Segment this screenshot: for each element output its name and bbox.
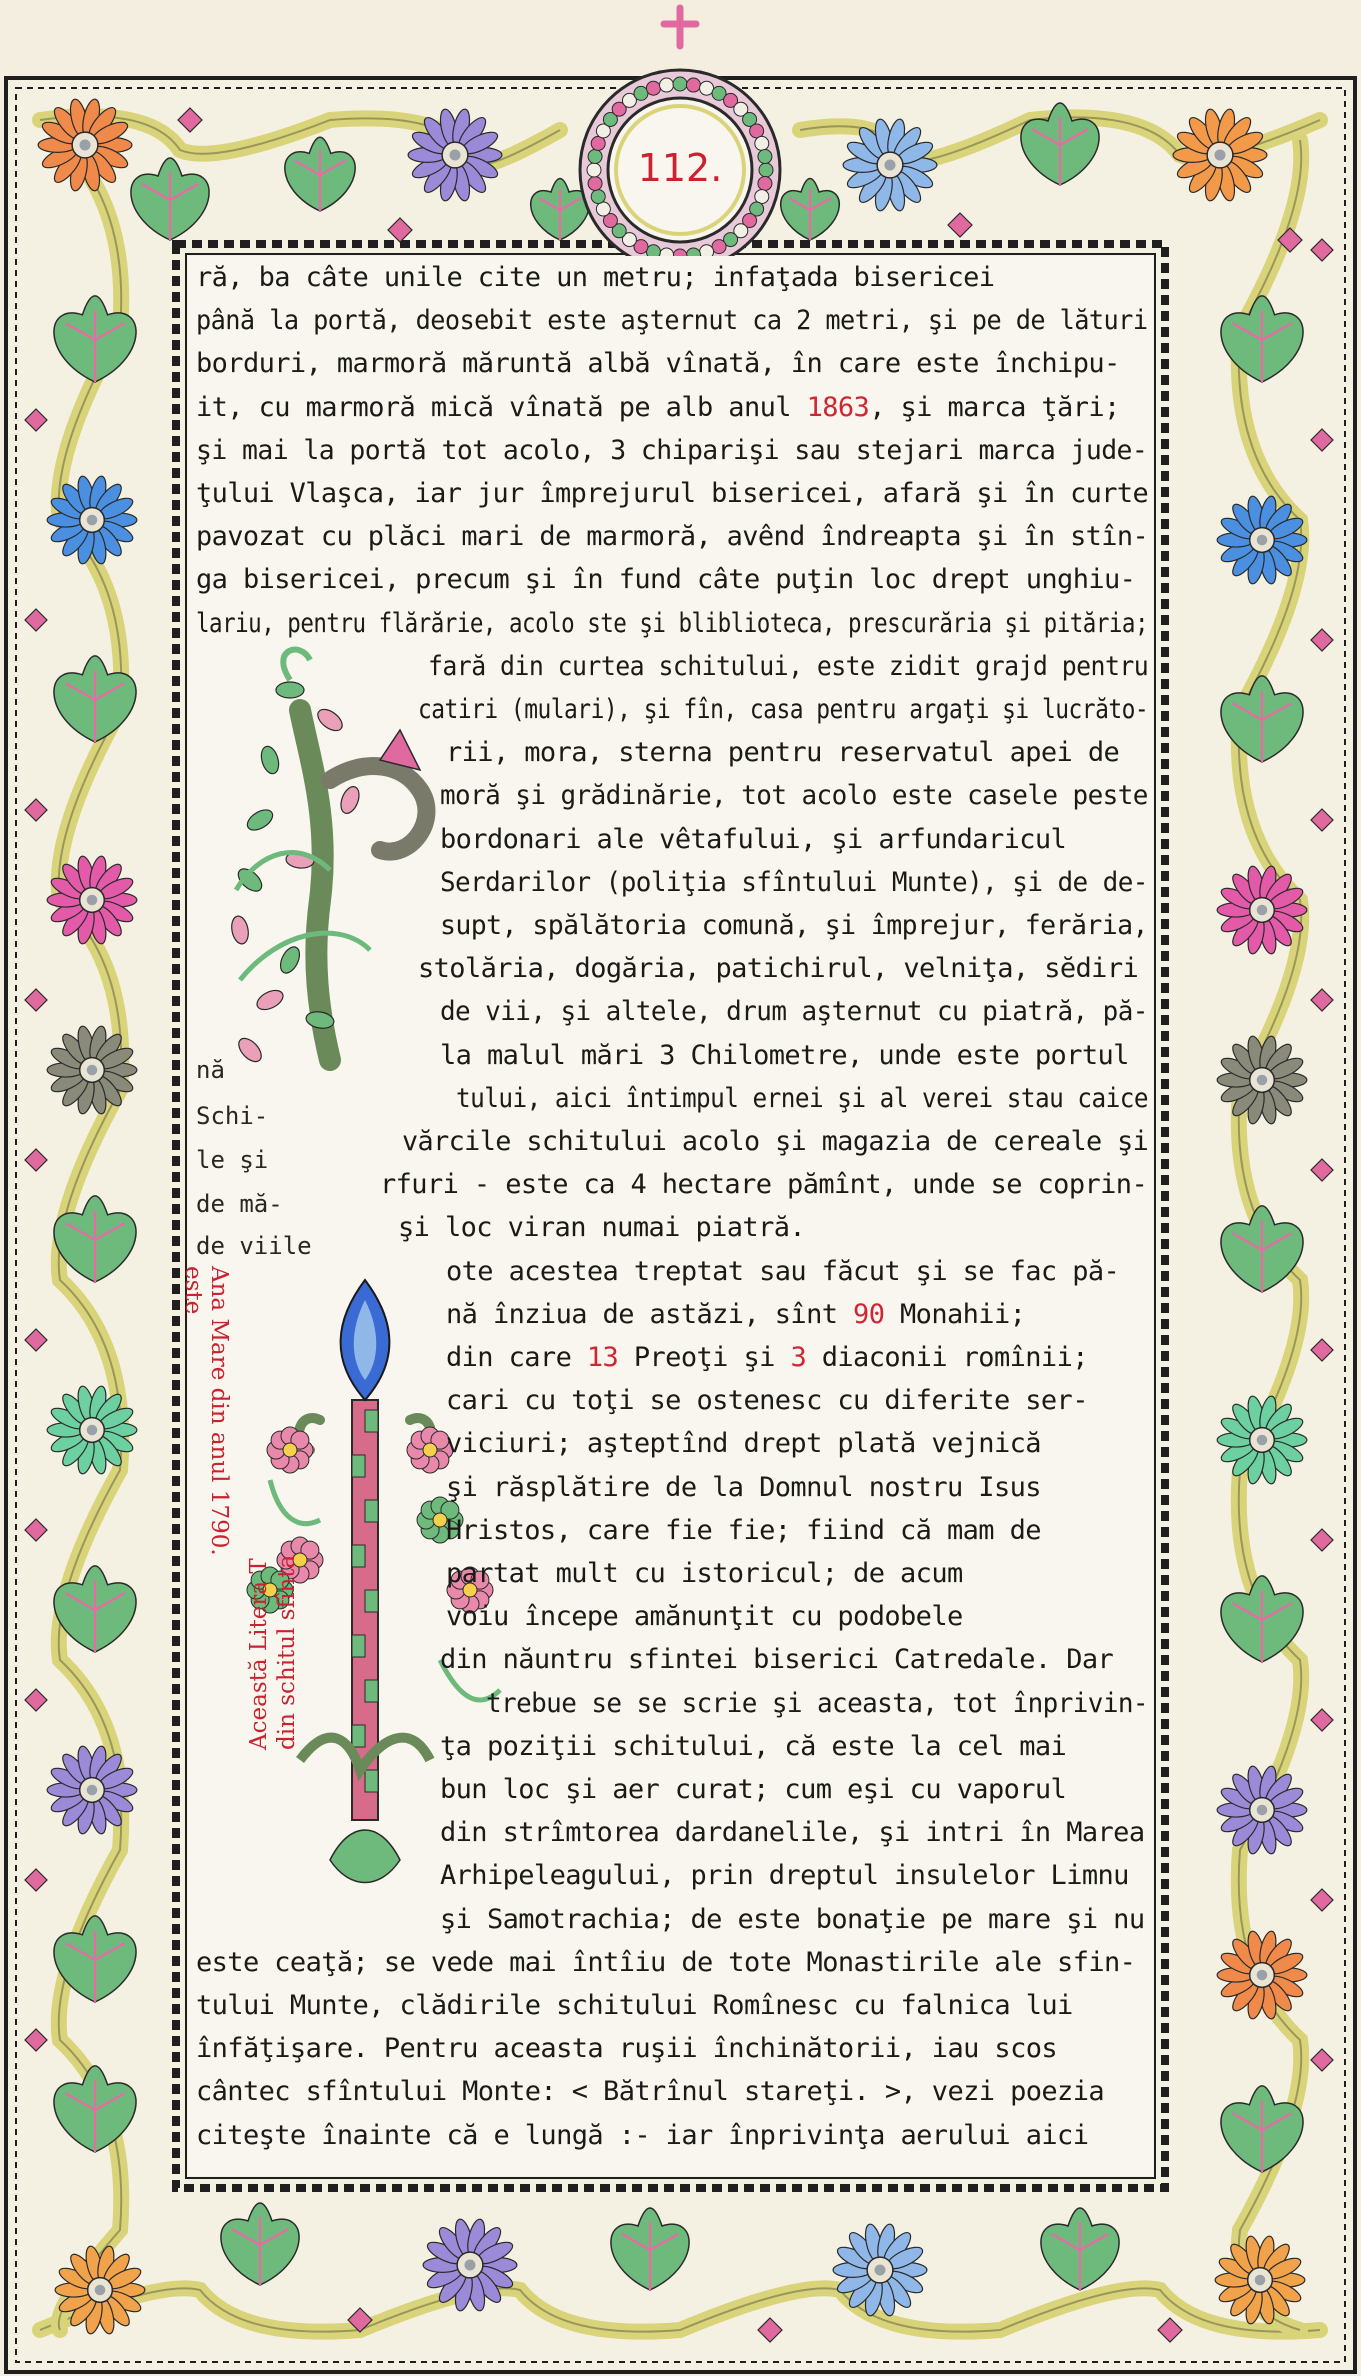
text-line — [440, 1774, 1066, 1805]
red-note-schitul: din schitul sfînta — [274, 1554, 300, 1750]
red-number: 3 — [790, 1342, 807, 1373]
text-line — [196, 1990, 1073, 2021]
text-run: Preoţi şi — [618, 1342, 791, 1373]
stem-block — [352, 1455, 365, 1477]
initial-bud — [314, 705, 346, 735]
text-run: din care — [446, 1342, 587, 1373]
text-run: Arhipeleagului, prin dreptul insulelor Limnu — [440, 1860, 1129, 1892]
small-rose-icon — [267, 1427, 313, 1473]
text-run: ţa poziţii schitului, că este la cel mai — [440, 1730, 1067, 1762]
initial-bud — [229, 915, 250, 946]
stem-block — [352, 1725, 365, 1747]
text-run: şi Samotrachia; de este bonaţie pe mare şi nu — [440, 1903, 1145, 1935]
margin-word: de viile — [196, 1232, 312, 1260]
text-run: it, cu marmoră mică vînată pe alb anul — [196, 391, 807, 423]
rose-center — [433, 1513, 447, 1527]
text-run: , şi marca ţări; — [869, 391, 1120, 423]
text-run: şi mai la portă tot acolo, 3 chiparişi sau stejari marca jude- — [196, 434, 1148, 466]
text-line — [446, 1472, 1041, 1503]
text-line — [196, 2120, 1088, 2151]
stem-block — [365, 1680, 378, 1702]
initial-bud — [244, 806, 276, 834]
margin-word: nă — [196, 1056, 225, 1084]
red-note-ana-mare: Ana Mare din anul 1790. — [206, 1266, 232, 1556]
initial-bud — [258, 744, 281, 775]
text-run: Monahii; — [884, 1298, 1026, 1330]
text-line — [440, 1904, 1145, 1935]
stem-block — [365, 1410, 378, 1432]
text-line — [428, 651, 1148, 682]
text-run: viciuri; aşteptînd drept plată vejnică — [446, 1428, 1041, 1460]
text-line — [440, 996, 1148, 1027]
text-run: Serdarilor (poliţia sfîntului Munte), şi de de- — [440, 866, 1148, 898]
text-run: tului, aici întimpul ernei şi al verei stau caice — [456, 1082, 1148, 1114]
text-line — [440, 1731, 1066, 1762]
red-number: 13 — [586, 1342, 619, 1373]
red-note-este: este — [180, 1266, 206, 1315]
illuminated-initial-T-icon — [229, 650, 426, 1066]
page-number: 112. — [637, 146, 723, 190]
stem-block — [365, 1500, 378, 1522]
text-line — [446, 1385, 1088, 1416]
text-line — [196, 1947, 1135, 1978]
text-line — [440, 1644, 1113, 1675]
text-line — [440, 824, 1066, 855]
text-run: de vii, şi altele, drum aşternut cu piatră, pă- — [440, 996, 1148, 1028]
text-line — [440, 1817, 1145, 1848]
text-line — [446, 1342, 1088, 1373]
text-line — [196, 521, 1148, 552]
text-line — [196, 435, 1147, 466]
margin-word: le şi — [196, 1146, 269, 1174]
text-run: lariu, pentru flărărie, acolo ste şi bliblioteca, prescurăria şi pităria; — [196, 607, 1148, 639]
text-line — [440, 1860, 1129, 1891]
text-line — [398, 1212, 805, 1243]
initial-bud — [235, 1034, 266, 1065]
margin-word: Schi- — [196, 1102, 269, 1130]
red-number: 90 — [853, 1298, 885, 1330]
text-run: catiri (mulari), şi fîn, casa pentru argaţi şi lucrăto- — [418, 694, 1149, 725]
text-run: din năuntru sfintei biserici Catredale. Dar — [440, 1644, 1114, 1676]
text-run: tului Munte, clădirile schitului Romînesc cu falnica lui — [196, 1990, 1073, 2021]
text-run: până la portă, deosebit este aşternut ca 2 metri, şi pe de lături — [196, 305, 1148, 337]
initial-tendril — [283, 650, 310, 680]
text-run: trebue se se scrie şi aceasta, tot înprivin- — [486, 1687, 1148, 1719]
initial-vine — [240, 933, 370, 980]
margin-word: de mă- — [196, 1190, 283, 1218]
initial-bud — [254, 987, 286, 1014]
text-run: bordonari ale vêtafului, şi arfundaricul — [440, 823, 1067, 855]
text-run: şi loc viran numai piatră. — [398, 1212, 806, 1244]
initial-base-leaf — [330, 1830, 400, 1883]
text-line — [440, 780, 1148, 811]
text-run: la malul mări 3 Chilometre, unde este portul — [440, 1039, 1129, 1071]
red-note-litera: Această Litera T — [246, 1558, 272, 1750]
text-line — [446, 1558, 963, 1589]
stem-block — [365, 1770, 378, 1792]
text-run: pavozat cu plăci mari de marmoră, avênd îndreapta şi în stîn- — [196, 521, 1149, 553]
text-run: diaconii romînii; — [806, 1342, 1088, 1373]
text-run: Hristos, care fie fie; fiind că mam de — [446, 1514, 1041, 1546]
text-line — [196, 348, 1120, 379]
text-line — [196, 608, 1148, 639]
text-run: voiu începe amănunţit cu podobele — [446, 1601, 963, 1633]
text-line — [446, 737, 1119, 768]
text-run: ga bisericei, precum şi în fund câte puţin loc drept unghiu- — [196, 564, 1136, 596]
initial-bud — [276, 682, 304, 698]
text-line — [440, 910, 1148, 941]
text-line — [380, 1169, 1147, 1200]
text-run: cari cu toţi se ostenesc cu diferite ser- — [446, 1385, 1088, 1417]
text-run: partat mult cu istoricul; de acum — [446, 1558, 963, 1589]
text-run: borduri, marmoră măruntă albă vînată, în care este închipu- — [196, 348, 1120, 380]
text-run: ţului Vlaşca, iar jur împrejurul bisericei, afară şi în curte — [196, 478, 1149, 509]
text-run: nă înziua de astăzi, sînt — [446, 1298, 854, 1330]
text-run: supt, spălătoria comună, şi împrejur, ferăria, — [440, 910, 1148, 941]
initial-stem — [300, 710, 330, 1060]
text-run: cântec sfîntului Monte: < Bătrînul stareţi. >, vezi poezia — [196, 2076, 1105, 2108]
text-line — [418, 694, 1148, 725]
text-line — [446, 1299, 1025, 1330]
red-number: 1863 — [806, 391, 870, 423]
text-line — [196, 2033, 1057, 2064]
text-run: vărcile schitului acolo şi magazia de cereale şi — [402, 1126, 1149, 1157]
initial-bud — [338, 784, 363, 816]
text-line — [440, 867, 1148, 898]
text-run: ote acestea treptat sau făcut şi se fac pă- — [446, 1255, 1120, 1287]
text-run: citeşte înainte că e lungă :- iar înprivinţa aerului aici — [196, 2119, 1089, 2151]
stem-block — [352, 1635, 365, 1657]
rose-center — [283, 1443, 297, 1457]
text-line — [196, 262, 994, 293]
text-line — [196, 564, 1135, 595]
text-line — [446, 1515, 1041, 1546]
text-line — [446, 1256, 1119, 1287]
initial-bud — [277, 944, 304, 976]
text-line — [456, 1083, 1148, 1114]
text-run: ră, ba câte unile cite un metru; infaţada bisericei — [196, 262, 995, 293]
text-run: rii, mora, sterna pentru reservatul apei de — [446, 737, 1120, 769]
text-run: este ceaţă; se vede mai întîiu de tote Monastirile ale sfin- — [196, 1946, 1136, 1978]
text-line — [440, 1040, 1129, 1071]
text-run: bun loc şi aer curat; cum eşi cu vaporul — [440, 1774, 1067, 1805]
text-line — [402, 1126, 1148, 1157]
text-run: stolăria, dogăria, patichirul, velniţa, sĕdiri — [418, 953, 1139, 985]
text-line — [446, 1601, 963, 1632]
text-run: rfuri - este ca 4 hectare pămînt, unde se coprin- — [380, 1169, 1148, 1201]
text-run: moră şi grădinărie, tot acolo este casele peste — [440, 780, 1148, 812]
rose-center — [423, 1443, 437, 1457]
text-run: din strîmtorea dardanelile, şi intri în Marea — [440, 1817, 1145, 1849]
text-line — [418, 953, 1138, 984]
text-run: şi răsplătire de la Domnul nostru Isus — [446, 1471, 1041, 1503]
stem-block — [365, 1590, 378, 1612]
stem-block — [352, 1545, 365, 1567]
text-line — [196, 305, 1147, 336]
text-run: fară din curtea schitului, este zidit grajd pentru — [428, 650, 1149, 682]
text-line — [486, 1688, 1148, 1719]
text-line — [196, 478, 1148, 509]
text-line — [446, 1428, 1041, 1459]
text-run: înfăţişare. Pentru aceasta ruşii închinătorii, iau scos — [196, 2033, 1058, 2065]
text-line — [196, 392, 1120, 423]
text-line — [196, 2076, 1104, 2107]
